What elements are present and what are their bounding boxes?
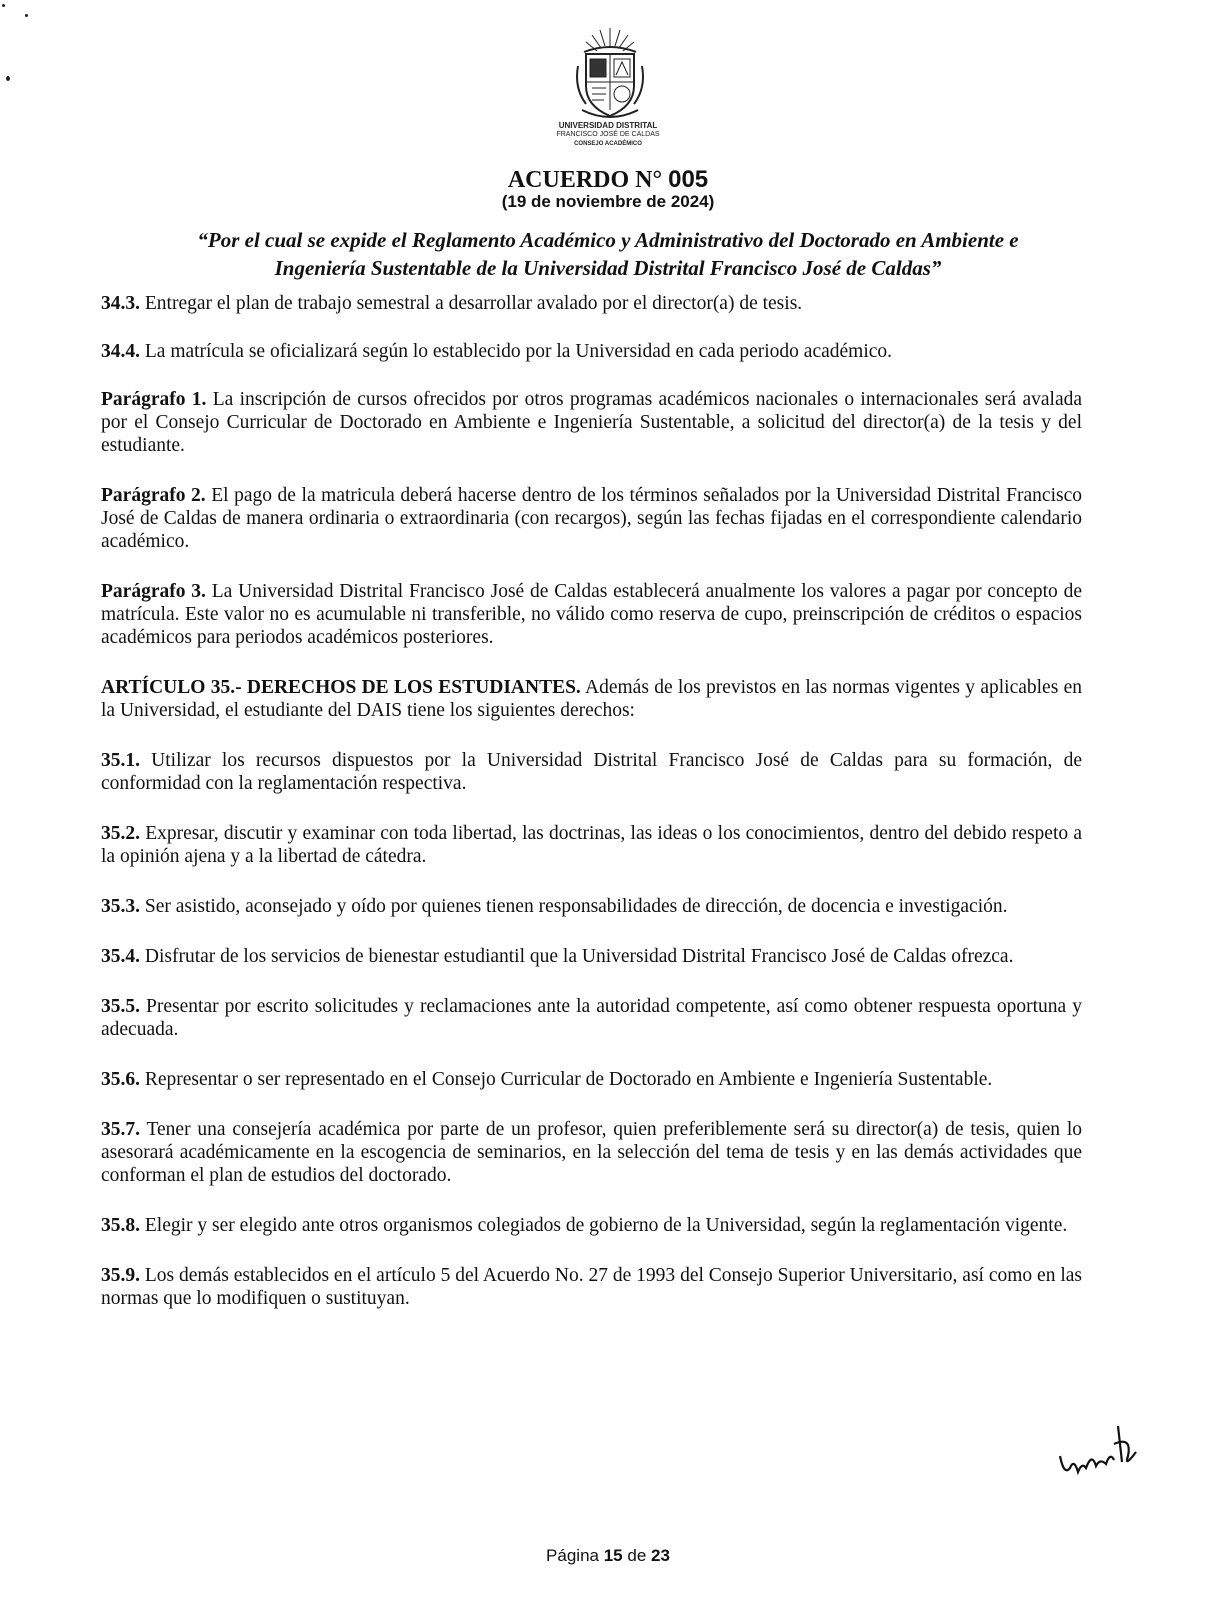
agreement-number: 005 [668, 166, 709, 193]
scan-speck [2, 4, 5, 7]
paragraph-number: 34.4. [101, 341, 140, 362]
paragraph-35-6 [101, 1068, 1082, 1091]
paragraph-35-2 [101, 822, 1082, 868]
paragraph-text: Los demás establecidos en el artículo 5 del Acuerdo No. 27 de 1993 del Consejo Superior Universitario, así como en las normas que lo modifiquen o sustituyan. [101, 1265, 1082, 1309]
handwritten-initials [1056, 1422, 1140, 1482]
university-crest-icon [572, 26, 648, 124]
paragraph-number: 35.7. [101, 1119, 140, 1140]
scan-speck [6, 76, 10, 81]
page-current: 15 [603, 1546, 623, 1565]
paragraph-number: Parágrafo 3. [101, 581, 206, 602]
page-word: Página [546, 1546, 599, 1565]
paragraph-number: 35.1. [101, 750, 140, 771]
paragraph-text: Expresar, discutir y examinar con toda libertad, las doctrinas, las ideas o los conocimientos, dentro del debido respeto a la opinión ajena y a la libertad de cátedra. [101, 823, 1082, 867]
article-title: ARTÍCULO 35.- DERECHOS DE LOS ESTUDIANTES. [101, 677, 581, 698]
paragrafo-2 [101, 484, 1082, 553]
paragraph-number: 35.3. [101, 896, 140, 917]
paragraph-number: 35.5. [101, 996, 140, 1017]
paragraph-text: El pago de la matricula deberá hacerse dentro de los términos señalados por la Universidad Distrital Francisco José de Caldas de manera ordinaria o extraordinaria (con recargos), según las fechas fijadas en el correspondiente calendario académico. [101, 485, 1082, 552]
article-35-heading [101, 676, 1082, 722]
institution-subname: FRANCISCO JOSÉ DE CALDAS [556, 131, 660, 138]
paragrafo-3 [101, 580, 1082, 649]
paragraph-35-9 [101, 1264, 1082, 1310]
agreement-heading [0, 166, 1216, 194]
paragraph-35-4 [101, 945, 1082, 968]
paragraph-text: Ser asistido, aconsejado y oído por quienes tienen responsabilidades de dirección, de docencia e investigación. [140, 896, 1008, 917]
agreement-date: (19 de noviembre de 2024) [501, 192, 715, 211]
paragraph-number: 35.4. [101, 946, 140, 967]
institution-name: UNIVERSIDAD DISTRITAL [558, 121, 658, 130]
agreement-title-line-1: “Por el cual se expide el Reglamento Académico y Administrativo del Doctorado en Ambiente e [197, 228, 1019, 252]
paragraph-35-5 [101, 995, 1082, 1041]
paragraph-number: 35.8. [101, 1215, 140, 1236]
paragraph-number: 35.9. [101, 1265, 140, 1286]
paragraph-text: Presentar por escrito solicitudes y reclamaciones ante la autoridad competente, así como obtener respuesta oportuna y adecuada. [101, 996, 1082, 1040]
paragraph-text: Elegir y ser elegido ante otros organismos colegiados de gobierno de la Universidad, según la reglamentación vigente. [140, 1215, 1068, 1236]
paragraph-number: Parágrafo 2. [101, 485, 206, 506]
page-total: 23 [651, 1546, 670, 1565]
paragrafo-1 [101, 388, 1082, 457]
scan-speck [25, 14, 28, 17]
paragraph-35-8 [101, 1214, 1082, 1237]
page-footer [0, 1546, 1216, 1566]
paragraph-number: Parágrafo 1. [101, 389, 207, 410]
paragraph-text: Además de los previstos en las normas vigentes y aplicables en la Universidad, el estudiante del DAIS tiene los siguientes derechos: [101, 677, 1083, 721]
agreement-title [130, 226, 1086, 282]
paragraph-text: Tener una consejería académica por parte de un profesor, quien preferiblemente será su director(a) de tesis, quien lo asesorará académicamente en la escogencia de seminarios, en la selección del tema de tesis y en las demás actividades que conforman el plan de estudios del doctorado. [101, 1119, 1082, 1186]
paragraph-text: La Universidad Distrital Francisco José de Caldas establecerá anualmente los valores a pagar por concepto de matrícula. Este valor no es acumulable ni transferible, no válido como reserva de cupo, preinscripción de créditos o espacios académicos para periodos académicos posteriores. [101, 581, 1083, 648]
paragraph-text: Utilizar los recursos dispuestos por la Universidad Distrital Francisco José de Caldas para su formación, de conformidad con la reglamentación respectiva. [101, 750, 1082, 794]
paragraph-34-3 [101, 292, 1082, 315]
paragraph-text: Disfrutar de los servicios de bienestar estudiantil que la Universidad Distrital Francisco José de Caldas ofrezca. [140, 946, 1014, 967]
paragraph-text: Representar o ser representado en el Consejo Curricular de Doctorado en Ambiente e Ingeniería Sustentable. [140, 1069, 993, 1090]
paragraph-34-4 [101, 340, 1082, 363]
paragraph-35-7 [101, 1118, 1082, 1187]
agreement-label: ACUERDO N° [507, 167, 663, 193]
paragraph-text: Entregar el plan de trabajo semestral a desarrollar avalado por el director(a) de tesis. [140, 293, 803, 314]
paragraph-text: La matrícula se oficializará según lo establecido por la Universidad en cada periodo académico. [140, 341, 893, 362]
paragraph-text: La inscripción de cursos ofrecidos por otros programas académicos nacionales o internacionales será avalada por el Consejo Curricular de Doctorado en Ambiente e Ingeniería Sustentable, a solicitud del director(a) de la tesis y del estudiante. [101, 389, 1082, 456]
institution-council: CONSEJO ACADÉMICO [574, 141, 642, 147]
document-body [101, 292, 1082, 1337]
paragraph-35-3 [101, 895, 1082, 918]
page-of: de [627, 1546, 647, 1565]
paragraph-number: 35.6. [101, 1069, 140, 1090]
paragraph-number: 35.2. [101, 823, 140, 844]
agreement-title-line-2: Ingeniería Sustentable de la Universidad Distrital Francisco José de Caldas” [274, 256, 942, 280]
paragraph-number: 34.3. [101, 293, 140, 314]
paragraph-35-1 [101, 749, 1082, 795]
